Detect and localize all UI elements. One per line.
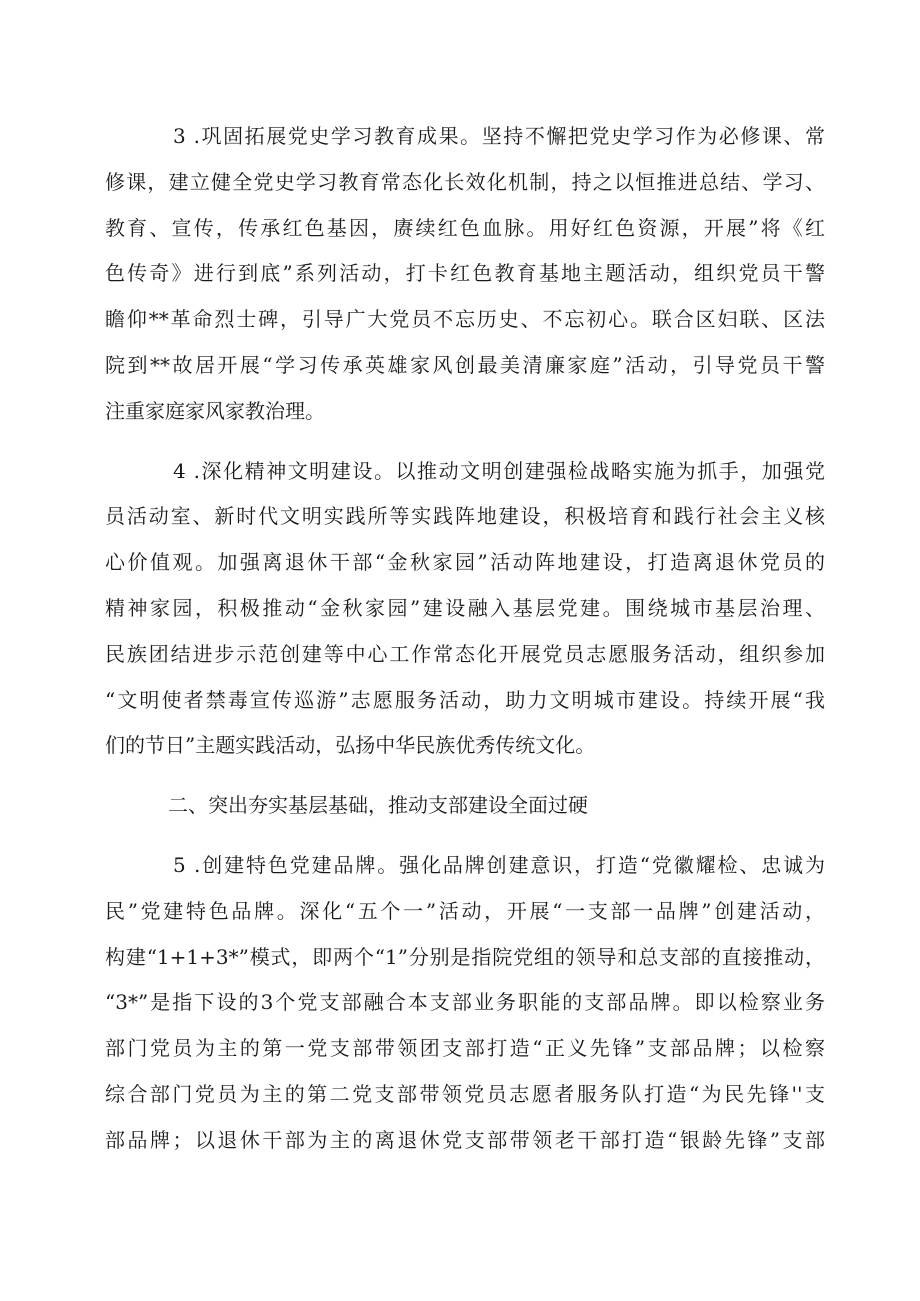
- text-line: 教育、宣传，传承红色基因，赓续红色血脉。用好红色资源，开展”将《红: [105, 215, 825, 240]
- document-body: [105, 114, 825, 1164]
- text-line: 们的节日”主题实践活动，弘扬中华民族优秀传统文化。: [105, 733, 596, 758]
- text-line: 员活动室、新时代文明实践所等实践阵地建设，积极培育和践行社会主义核: [105, 504, 825, 529]
- text-line: 部品牌；以退休干部为主的离退休党支部带领老干部打造“银龄先锋”支部: [105, 1127, 825, 1152]
- text-line: 3 .巩固拓展党史学习教育成果。坚持不懈把党史学习作为必修课、常: [173, 124, 825, 148]
- paragraph-item-4: [105, 449, 825, 770]
- paragraph-item-5: [105, 843, 825, 1164]
- text-line: 心价值观。加强离退休干部“金秋家园”活动阵地建设，打造离退休党员的: [105, 550, 825, 575]
- text-line: 注重家庭家风家教治理。: [105, 398, 325, 423]
- paragraph-item-3: [105, 114, 825, 435]
- text-line: “文明使者禁毒宣传巡游”志愿服务活动，助力文明城市建设。持续开展“我: [105, 687, 825, 712]
- text-line: “3*”是指下设的3个党支部融合本支部业务职能的支部品牌。即以检察业务: [105, 990, 825, 1015]
- text-line: 4 .深化精神文明建设。以推动文明创建强检战略实施为抓手，加强党: [173, 458, 825, 483]
- text-line: 民族团结进步示范创建等中心工作常态化开展党员志愿服务活动，组织参加: [105, 641, 825, 666]
- text-line: 色传奇》进行到底”系列活动，打卡红色教育基地主题活动，组织党员干警: [105, 261, 825, 286]
- text-line: 构建“1+1+3*”模式，即两个“1”分别是指院党组的领导和总支部的直接推动，: [105, 944, 825, 969]
- section-heading: [105, 783, 825, 829]
- text-line: 精神家园，积极推动“金秋家园”建设融入基层党建。围绕城市基层治理、: [105, 595, 825, 620]
- text-line: 修课，建立健全党史学习教育常态化长效化机制，持之以恒推进总结、学习、: [105, 169, 825, 194]
- text-line: 综合部门党员为主的第二党支部带领党员志愿者服务队打造“为民先锋''支: [105, 1081, 825, 1106]
- text-line: 民”党建特色品牌。深化“五个一”活动，开展“一支部一品牌”创建活动，: [105, 898, 825, 923]
- text-line: 5 .创建特色党建品牌。强化品牌创建意识，打造“党徽耀检、忠诚为: [173, 852, 825, 877]
- text-line: 瞻仰**革命烈士碑，引导广大党员不忘历史、不忘初心。联合区妇联、区法: [105, 307, 825, 332]
- text-line: 二、突出夯实基层基础，推动支部建设全面过硬: [168, 793, 588, 818]
- text-line: 部门党员为主的第一党支部带领团支部打造“正义先锋”支部品牌；以检察: [105, 1036, 825, 1061]
- text-line: 院到**故居开展“学习传承英雄家风创最美清廉家庭”活动，引导党员干警: [105, 352, 825, 377]
